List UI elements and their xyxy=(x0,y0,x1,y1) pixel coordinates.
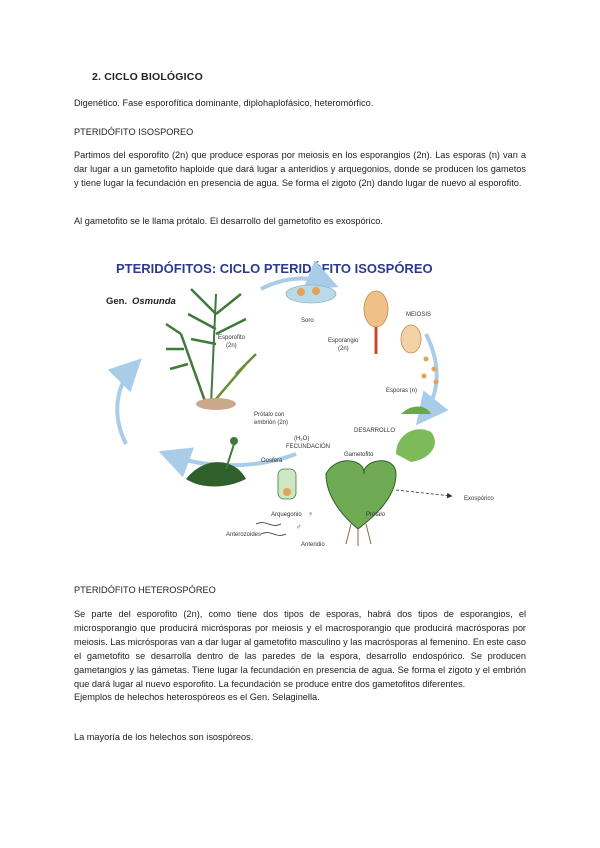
figure-title: PTERIDÓFITOS: CICLO PTERIDÓFITO ISOSPÓREO xyxy=(116,261,433,276)
life-cycle-figure xyxy=(96,254,536,554)
label-esporofito-ploidy: (2n) xyxy=(226,343,237,349)
female-symbol: ♀ xyxy=(308,511,314,518)
heterosporeo-title: PTERIDÓFITO HETEROSPÓREO xyxy=(74,585,216,595)
soro-illustration xyxy=(286,285,336,303)
isosporeo-title: PTERIDÓFITO ISOSPOREO xyxy=(74,127,194,137)
label-soro: Soro xyxy=(301,318,314,324)
isosporeo-paragraph-text: Partimos del esporofito (2n) que produce esporas por meiosis en los esporangios (2n). Las esporas (n) van a dar lugar a un gametofito haploide que dará lugar a anteridios y arquegonios, donde se producen los gametos y tiene lugar la fecundación en presencia de agua. Se forma el zigoto (2n) dando lugar de nuevo al esporofito. xyxy=(74,150,526,188)
label-protalo: Prótalo xyxy=(366,512,386,518)
heterosporeo-examples: Ejemplos de helechos heterospóreos es el Gen. Selaginella. xyxy=(74,692,320,703)
label-esporofito: Esporofito xyxy=(218,335,246,341)
label-h2o: (H₂O) xyxy=(294,436,310,442)
label-meiosis: MEIOSIS xyxy=(406,312,432,318)
label-exosporico: Exospórico xyxy=(464,496,494,502)
intro-text: Digenético. Fase esporofítica dominante, diplohaplofásico, heteromórfico. xyxy=(74,98,374,108)
exosporico-arrow xyxy=(396,490,451,496)
label-protalo-embrion: Prótalo con xyxy=(254,412,285,418)
isosporeo-paragraph xyxy=(74,149,526,191)
label-esporas: Esporas (n) xyxy=(386,388,418,394)
male-symbol: ♂ xyxy=(296,524,302,531)
label-anteridio: Anteridio xyxy=(301,542,325,548)
label-gametofito: Gametofito xyxy=(344,452,374,458)
label-esporangio: Esporangio xyxy=(328,338,359,344)
desarrollo-illustration xyxy=(396,407,435,463)
genus-prefix: Gen. xyxy=(106,296,128,307)
label-protalo-embrion-2: embrión (2n) xyxy=(254,420,289,426)
genus-name: Osmunda xyxy=(132,296,176,307)
label-arquegonio: Arquegonio xyxy=(271,512,302,518)
arquegonio-illustration xyxy=(278,469,296,499)
label-oosfera: Oosfera xyxy=(261,458,283,464)
label-fecundacion: FECUNDACIÓN xyxy=(286,444,331,450)
sporophyte-illustration xyxy=(166,289,256,410)
label-esporangio-ploidy: (2n) xyxy=(338,346,349,352)
heterosporeo-paragraph-text: Se parte del esporofito (2n), como tiene dos tipos de esporas, habrá dos tipos de esporangios, el microsporangio que producirá micrósporas por meiosis y el macrosporangio que producirá macrósporas por meiosis. Las micrósporas van a dar lugar al gametofito masculino y las macrósporas al femenino. En este caso el gametofito se desarrolla dentro de las paredes de la espora, desarrollo endospórico. Se producen gametangios y las gámetas. Tiene lugar la fecundación en presencia de agua. Se forma el zigoto y el embrión que dará lugar al nuevo esporofito. La fecundación se produce entre dos gametofitos diferentes. xyxy=(74,609,526,689)
esporangio-illustration xyxy=(364,291,388,354)
heterosporeo-closing: La mayoría de los helechos son isospóreos. xyxy=(74,732,254,742)
section-heading: 2. CICLO BIOLÓGICO xyxy=(92,71,203,83)
label-anterozoides: Anterozoides xyxy=(226,532,262,538)
heterosporeo-paragraph xyxy=(74,608,526,705)
isosporeo-note: Al gametofito se le llama prótalo. El desarrollo del gametofito es exospórico. xyxy=(74,216,383,226)
label-desarrollo: DESARROLLO xyxy=(354,428,396,434)
gametofito-illustration xyxy=(326,461,396,546)
cycle-arrow-left xyxy=(117,364,136,444)
